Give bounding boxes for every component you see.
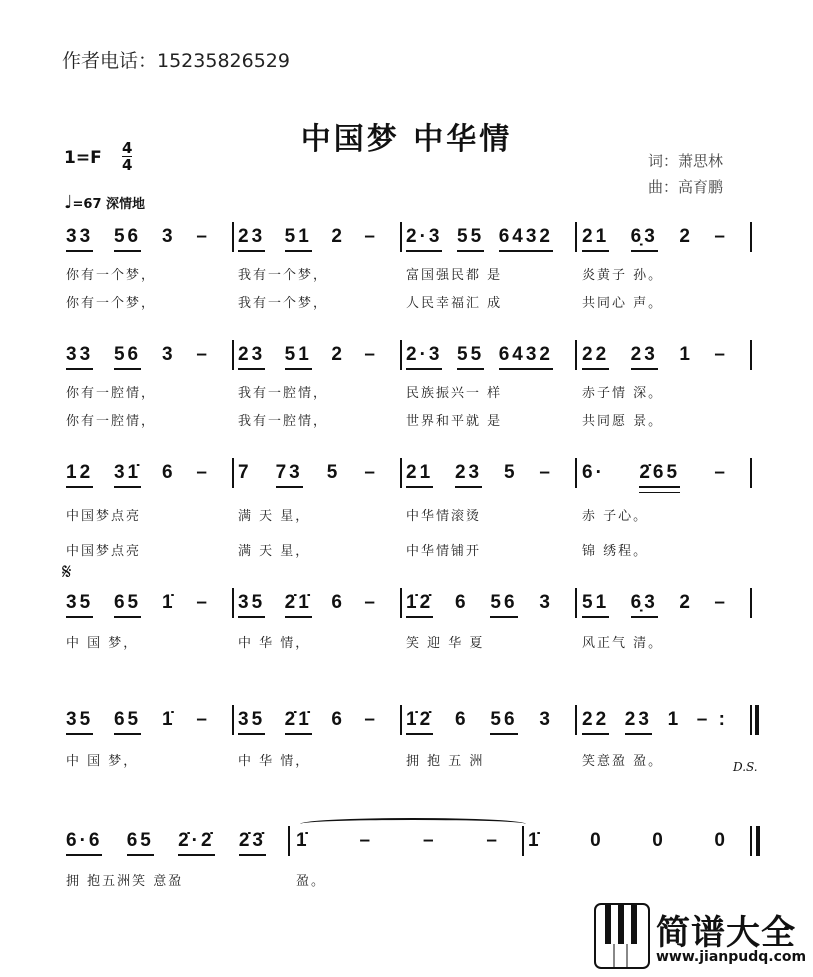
note-group: 21 xyxy=(406,462,433,488)
rest-dash: – xyxy=(364,592,378,613)
note-group: 6 xyxy=(454,592,469,613)
rest-dash: – xyxy=(364,226,378,247)
barline xyxy=(232,705,234,735)
measure xyxy=(582,462,742,496)
lyric-segment: 你有一个梦， xyxy=(66,268,157,283)
note-group: 3 xyxy=(539,709,553,730)
lyric-segment: 中 华 情， xyxy=(238,636,311,651)
lyric-segment: 人民幸福汇 成 xyxy=(406,296,503,311)
segno-icon: 𝄋 xyxy=(62,560,72,585)
measure xyxy=(238,709,392,743)
barline xyxy=(750,588,752,618)
note-group: 1̇ xyxy=(161,709,176,730)
note-group: 6432 xyxy=(499,226,553,252)
note-group: 6̣3 xyxy=(631,226,658,252)
note-group: 2̇65 xyxy=(639,462,680,488)
lyric-segment: 满 天 星， xyxy=(238,544,311,559)
note-group: 6· xyxy=(582,462,605,483)
score-row xyxy=(0,462,813,496)
note-group: 2 xyxy=(331,344,345,365)
measure xyxy=(406,226,567,260)
barline xyxy=(750,826,752,856)
note-group: 12 xyxy=(66,462,93,488)
note-group: 6 xyxy=(331,709,345,730)
key-signature: 1=F xyxy=(64,148,102,168)
barline xyxy=(400,458,402,488)
measure xyxy=(582,344,742,378)
lyric-segment: 中 国 梦， xyxy=(66,636,139,651)
note-group: 2̇3̇ xyxy=(239,830,266,856)
barline xyxy=(750,340,752,370)
score-row xyxy=(0,226,813,260)
barline xyxy=(288,826,290,856)
barline xyxy=(575,588,577,618)
lyric-segment: 共同心 声。 xyxy=(582,296,664,311)
note-group: 1 xyxy=(667,709,682,730)
watermark-logo xyxy=(594,903,809,973)
lyric-segment: 中 国 梦， xyxy=(66,754,139,769)
barline xyxy=(400,222,402,252)
note-group: 0 xyxy=(652,830,666,851)
barline xyxy=(232,588,234,618)
rest-dash: – xyxy=(196,709,210,730)
note-group: 23 xyxy=(238,344,265,370)
rest-dash: – xyxy=(196,226,210,247)
note-group: 23 xyxy=(625,709,652,735)
measure xyxy=(66,462,224,496)
note-group: 35 xyxy=(238,709,265,735)
note-group: 51 xyxy=(285,344,312,370)
barline xyxy=(750,222,752,252)
measure xyxy=(406,592,567,626)
note-group: 6 xyxy=(331,592,345,613)
note-group: 65 xyxy=(114,592,141,618)
note-group: 1 xyxy=(679,344,693,365)
note-group: 0 xyxy=(714,830,728,851)
note-group: 23 xyxy=(631,344,658,370)
note-group: 1̇ xyxy=(296,830,310,851)
note-group: 2̇·2̇ xyxy=(178,830,214,856)
barline xyxy=(400,340,402,370)
score-row xyxy=(0,344,813,378)
note-group: 55 xyxy=(457,226,484,252)
note-group: 35 xyxy=(238,592,265,618)
barline xyxy=(750,458,752,488)
measure xyxy=(238,226,392,260)
note-group: 56 xyxy=(490,709,517,735)
measure xyxy=(406,709,567,743)
measure xyxy=(66,709,224,743)
rest-dash: – xyxy=(196,344,210,365)
author-phone: 作者电话：15235826529 xyxy=(62,50,290,72)
barline xyxy=(575,340,577,370)
lyric-segment: 拥 抱五洲笑 意盈 xyxy=(66,874,184,889)
note-group: 2·3 xyxy=(406,344,442,370)
final-barline xyxy=(756,826,760,856)
note-group: 1̇ xyxy=(161,592,176,613)
measure xyxy=(238,344,392,378)
measure xyxy=(296,830,514,864)
measure xyxy=(582,709,742,743)
measure xyxy=(66,344,224,378)
lyric-segment: 民族振兴一 样 xyxy=(406,386,503,401)
lyric-segment: 我有一腔情， xyxy=(238,414,329,429)
barline xyxy=(750,705,752,735)
lyric-segment: 拥 抱 五 洲 xyxy=(406,754,485,769)
note-group: 31̇ xyxy=(114,462,141,488)
lyric-segment: 炎黄子 孙。 xyxy=(582,268,664,283)
piano-keys-icon xyxy=(594,903,650,969)
lyric-segment: 你有一腔情， xyxy=(66,386,157,401)
note-group: 22 xyxy=(582,344,609,370)
note-group: 6432 xyxy=(499,344,553,370)
note-group: 22 xyxy=(582,709,609,735)
note-group: 6 xyxy=(454,709,469,730)
note-group: 6 xyxy=(161,462,176,483)
lyric-segment: 我有一腔情， xyxy=(238,386,329,401)
note-group: 2 xyxy=(679,592,693,613)
rest-dash: – xyxy=(364,462,378,483)
final-repeat-barline xyxy=(755,705,759,735)
score-row xyxy=(0,830,813,864)
lyric-segment: 中国梦点亮 xyxy=(66,544,142,559)
measure xyxy=(238,592,392,626)
lyric-segment: 富国强民都 是 xyxy=(406,268,503,283)
lyric-segment: 笑 迎 华 夏 xyxy=(406,636,485,651)
rest-dash: – xyxy=(714,226,728,247)
note-group: 51 xyxy=(285,226,312,252)
lyric-segment: 满 天 星， xyxy=(238,509,311,524)
score-row xyxy=(0,592,813,626)
note-group: 55 xyxy=(457,344,484,370)
quarter-note-icon: ♩ xyxy=(64,192,73,213)
barline xyxy=(400,705,402,735)
note-group: 23 xyxy=(455,462,482,488)
rest-dash: – xyxy=(196,462,210,483)
tempo-marking xyxy=(64,192,145,213)
time-signature xyxy=(122,140,132,173)
lyric-segment: 我有一个梦， xyxy=(238,268,329,283)
note-group: 35 xyxy=(66,592,93,618)
rest-dash: – xyxy=(486,830,500,851)
lyric-segment: 锦 绣程。 xyxy=(582,544,649,559)
note-group: 65 xyxy=(114,709,141,735)
ds-marking: D.S. xyxy=(733,760,758,774)
lyric-segment: 你有一个梦， xyxy=(66,296,157,311)
note-group: 2 xyxy=(679,226,693,247)
rest-dash: – xyxy=(359,830,374,851)
note-group: 5 xyxy=(326,462,341,483)
measure xyxy=(66,830,280,864)
score-row xyxy=(0,709,813,743)
measure xyxy=(406,462,567,496)
time-sig-bottom: 4 xyxy=(122,156,133,174)
rest-dash: – xyxy=(196,592,210,613)
rest-dash: – xyxy=(714,344,728,365)
note-group: 33 xyxy=(66,226,93,252)
note-group: 2·3 xyxy=(406,226,442,252)
note-group: 1̇2̇ xyxy=(406,709,433,735)
lyric-segment: 盈。 xyxy=(296,874,327,889)
composer: 曲：高育鹏 xyxy=(648,178,724,196)
lyric-segment: 中华情铺开 xyxy=(406,544,482,559)
lyric-segment: 中 华 情， xyxy=(238,754,311,769)
measure xyxy=(582,226,742,260)
lyric-segment: 世界和平就 是 xyxy=(406,414,503,429)
logo-text: 简谱大全 xyxy=(656,913,796,953)
note-group: 21 xyxy=(582,226,609,252)
barline xyxy=(232,458,234,488)
logo-url: www.jianpudq.com xyxy=(656,949,807,965)
song-title: 中国梦 中华情 xyxy=(300,122,513,157)
tie-arc xyxy=(300,818,526,830)
measure xyxy=(66,226,224,260)
note-group: 56 xyxy=(114,344,141,370)
note-group: 7 xyxy=(238,462,252,483)
note-group: 23 xyxy=(238,226,265,252)
measure xyxy=(238,462,392,496)
barline xyxy=(232,340,234,370)
rest-dash: – xyxy=(364,709,378,730)
lyric-segment: 你有一腔情， xyxy=(66,414,157,429)
barline xyxy=(575,222,577,252)
barline xyxy=(575,458,577,488)
time-sig-top: 4 xyxy=(122,139,133,157)
measure xyxy=(582,592,742,626)
note-group: 5 xyxy=(503,462,518,483)
note-group: 6̣3 xyxy=(631,592,658,618)
note-group: 65 xyxy=(127,830,154,856)
note-group: 1̇2̇ xyxy=(406,592,433,618)
lyric-segment: 赤子情 深。 xyxy=(582,386,664,401)
rest-dash: – xyxy=(714,592,728,613)
barline xyxy=(575,705,577,735)
note-group: 3 xyxy=(539,592,553,613)
note-group: 0 xyxy=(590,830,604,851)
lyric-segment: 我有一个梦， xyxy=(238,296,329,311)
lyric-segment: 风正气 清。 xyxy=(582,636,664,651)
note-group: 1̇ xyxy=(528,830,542,851)
lyric-segment: 笑意盈 盈。 xyxy=(582,754,664,769)
barline xyxy=(232,222,234,252)
barline xyxy=(400,588,402,618)
note-group: 35 xyxy=(66,709,93,735)
note-group: 33 xyxy=(66,344,93,370)
lyric-segment: 中华情滚烫 xyxy=(406,509,482,524)
rest-dash: – xyxy=(364,344,378,365)
barline xyxy=(522,826,524,856)
note-group: 2̇1̇ xyxy=(285,709,312,735)
measure xyxy=(66,592,224,626)
lyric-segment: 赤 子心。 xyxy=(582,509,649,524)
tempo-text: =67 深情地 xyxy=(72,197,146,212)
note-group: 3 xyxy=(161,226,176,247)
rest-dash: – xyxy=(714,462,728,483)
note-group: 73 xyxy=(276,462,303,488)
rest-dash: – xyxy=(422,830,437,851)
rest-dash: – : xyxy=(696,709,728,730)
measure xyxy=(406,344,567,378)
note-group: 51 xyxy=(582,592,609,618)
measure xyxy=(528,830,742,864)
lyricist: 词：萧思林 xyxy=(648,152,724,170)
lyric-segment: 中国梦点亮 xyxy=(66,509,142,524)
lyric-segment: 共同愿 景。 xyxy=(582,414,664,429)
note-group: 2 xyxy=(331,226,345,247)
note-group: 56 xyxy=(490,592,517,618)
rest-dash: – xyxy=(539,462,553,483)
note-group: 56 xyxy=(114,226,141,252)
note-group: 3 xyxy=(161,344,176,365)
note-group: 2̇1̇ xyxy=(285,592,312,618)
note-group: 6·6 xyxy=(66,830,102,856)
